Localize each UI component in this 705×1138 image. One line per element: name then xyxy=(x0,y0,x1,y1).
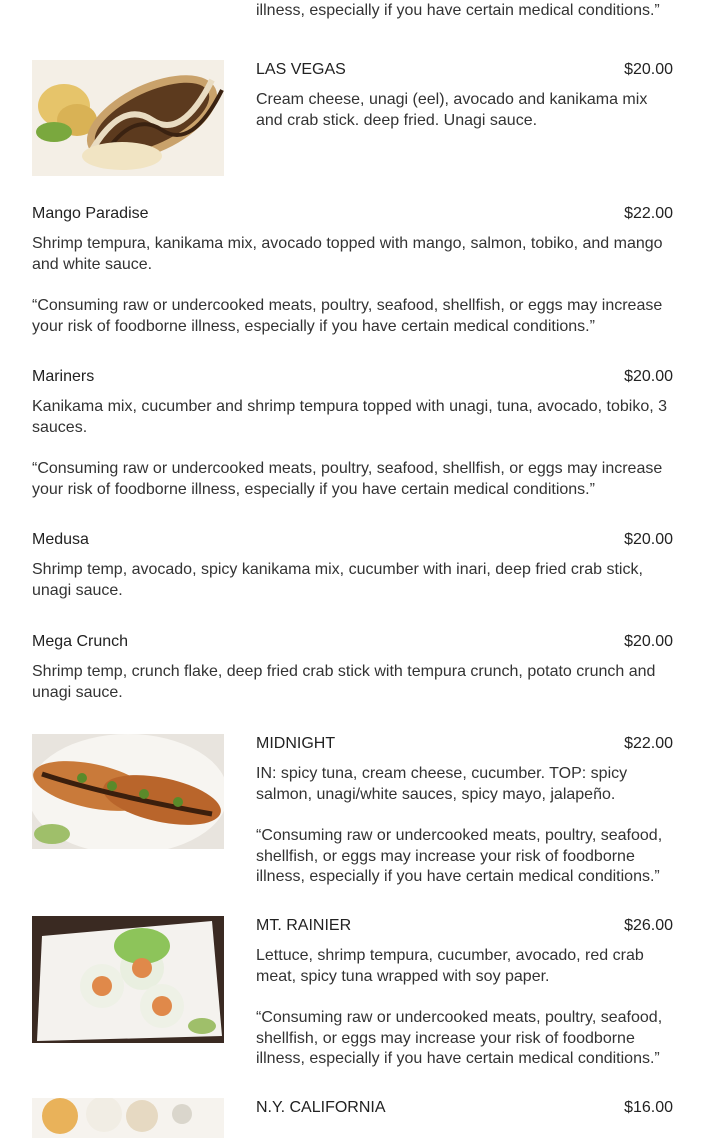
food-safety-warning: “Consuming raw or undercooked meats, poultry, seafood, shellfish, or eggs may increase your risk of foodborne illness, especially if you have certain medical conditions.” xyxy=(32,297,663,335)
menu-item-medusa[interactable] xyxy=(32,530,673,632)
menu-list xyxy=(32,0,673,1138)
item-description: Lettuce, shrimp tempura, cucumber, avocado, red crab meat, spicy tuna wrapped with soy paper. xyxy=(256,947,644,985)
item-description: IN: spicy tuna, cream cheese, cucumber. TOP: spicy salmon, unagi/white sauces, spicy mayo, jalapeño. xyxy=(256,765,628,803)
menu-item-photo xyxy=(32,1098,224,1138)
item-price: $22.00 xyxy=(624,735,673,752)
item-price: $20.00 xyxy=(624,633,673,650)
food-safety-warning: “Consuming raw or undercooked meats, poultry, seafood, shellfish, or eggs may increase your risk of foodborne illness, especially if you have certain medical conditions.” xyxy=(32,460,663,498)
item-price: $20.00 xyxy=(624,61,673,78)
item-price: $16.00 xyxy=(624,1099,673,1116)
item-price: $22.00 xyxy=(624,205,673,222)
menu-item-photo xyxy=(32,0,224,20)
item-description: Shrimp temp, avocado, spicy kanikama mix, cucumber with inari, deep fried crab stick, unagi sauce. xyxy=(32,561,643,599)
menu-item-las-vegas[interactable] xyxy=(32,60,673,204)
menu-item-midnight[interactable] xyxy=(32,734,673,916)
item-description: Cream cheese, unagi (eel), avocado and kanikama mix and crab stick. deep fried. Unagi sauce. xyxy=(256,91,648,129)
menu-item-mariners[interactable] xyxy=(32,367,673,530)
menu-item-mt-rainier[interactable] xyxy=(32,916,673,1098)
food-safety-warning: “Consuming raw or undercooked meats, poultry, seafood, shellfish, or eggs may increase your risk of foodborne illness, especially if you have certain medical conditions.” xyxy=(256,1009,663,1067)
menu-item-mega-crunch[interactable] xyxy=(32,632,673,734)
las-vegas-roll-image xyxy=(32,60,224,176)
mt-rainier-roll-image xyxy=(32,916,224,1043)
item-name[interactable]: N.Y. CALIFORNIA xyxy=(256,1099,386,1116)
item-name[interactable]: Mega Crunch xyxy=(32,633,129,650)
item-description: Shrimp temp, crunch flake, deep fried crab stick with tempura crunch, potato crunch and unagi sauce. xyxy=(32,663,656,701)
menu-item-photo xyxy=(32,916,224,1043)
item-price: $26.00 xyxy=(624,917,673,934)
menu-item-previous xyxy=(32,0,673,60)
item-name[interactable]: LAS VEGAS xyxy=(256,61,346,78)
item-name[interactable]: Medusa xyxy=(32,531,89,548)
item-name[interactable]: MIDNIGHT xyxy=(256,735,336,752)
item-name[interactable]: Mariners xyxy=(32,368,95,385)
midnight-roll-image xyxy=(32,734,224,849)
ny-california-roll-image xyxy=(32,1098,224,1138)
food-safety-warning: illness, especially if you have certain medical conditions.” xyxy=(256,2,660,19)
item-price: $20.00 xyxy=(624,531,673,548)
menu-item-ny-california[interactable] xyxy=(32,1098,673,1138)
food-safety-warning: “Consuming raw or undercooked meats, poultry, seafood, shellfish, or eggs may increase your risk of foodborne illness, especially if you have certain medical conditions.” xyxy=(256,827,663,885)
menu-item-mango-paradise[interactable] xyxy=(32,204,673,367)
item-description: Kanikama mix, cucumber and shrimp tempura topped with unagi, tuna, avocado, tobiko, 3 sauces. xyxy=(32,398,668,436)
item-name[interactable]: Mango Paradise xyxy=(32,205,149,222)
menu-item-photo xyxy=(32,60,224,176)
menu-item-photo xyxy=(32,734,224,849)
item-price: $20.00 xyxy=(624,368,673,385)
item-description: Shrimp tempura, kanikama mix, avocado topped with mango, salmon, tobiko, and mango and white sauce. xyxy=(32,235,663,273)
item-name[interactable]: MT. RAINIER xyxy=(256,917,352,934)
